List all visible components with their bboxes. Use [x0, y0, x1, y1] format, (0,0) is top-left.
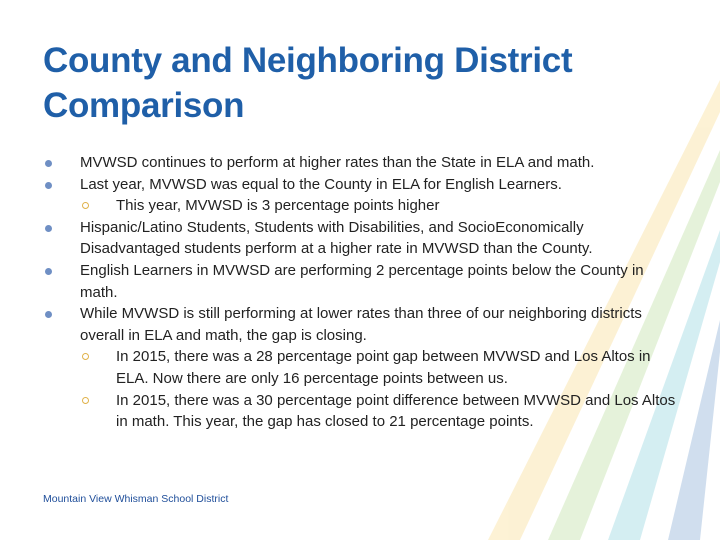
bullet-item [45, 152, 685, 174]
bullet-text: English Learners in MVWSD are performing 2 percentage points below the County in math. [80, 261, 644, 301]
bullet-dot-icon [45, 311, 52, 318]
bullet-text: Hispanic/Latino Students, Students with Disabilities, and SocioEconomically Disadvantaged students perform at a higher rate in MVWSD than the County. [80, 218, 593, 258]
sub-bullet-item [45, 390, 685, 433]
sub-bullet-item [45, 195, 685, 217]
bullet-item [45, 174, 685, 196]
slide-title: County and Neighboring District Comparison [43, 41, 573, 125]
bullet-text: Last year, MVWSD was equal to the County in ELA for English Learners. [80, 175, 562, 193]
bullet-list [45, 152, 685, 433]
bullet-text: In 2015, there was a 28 percentage point gap between MVWSD and Los Altos in ELA. Now there are only 16 percentage points between us. [116, 348, 651, 387]
bullet-dot-icon [45, 160, 52, 167]
sub-bullet-ring-icon [82, 202, 89, 209]
bullet-item [45, 303, 685, 346]
bullet-text: In 2015, there was a 30 percentage point difference between MVWSD and Los Altos in math. This year, the gap has closed to 21 percentage points. [116, 391, 676, 431]
sub-bullet-ring-icon [82, 397, 89, 404]
sub-bullet-ring-icon [82, 353, 89, 360]
bullet-text: While MVWSD is still performing at lower rates than three of our neighboring districts overall in ELA and math, the gap is closing. [80, 305, 642, 344]
bullet-dot-icon [45, 182, 52, 189]
bullet-text: MVWSD continues to perform at higher rates than the State in ELA and math. [80, 154, 595, 171]
bullet-item [45, 217, 685, 260]
sub-bullet-item [45, 346, 685, 389]
bullet-dot-icon [45, 225, 52, 232]
bullet-text: This year, MVWSD is 3 percentage points higher [116, 197, 440, 215]
bullet-item [45, 260, 685, 303]
bullet-dot-icon [45, 268, 52, 275]
footer-district-name: Mountain View Whisman School District [43, 493, 229, 505]
